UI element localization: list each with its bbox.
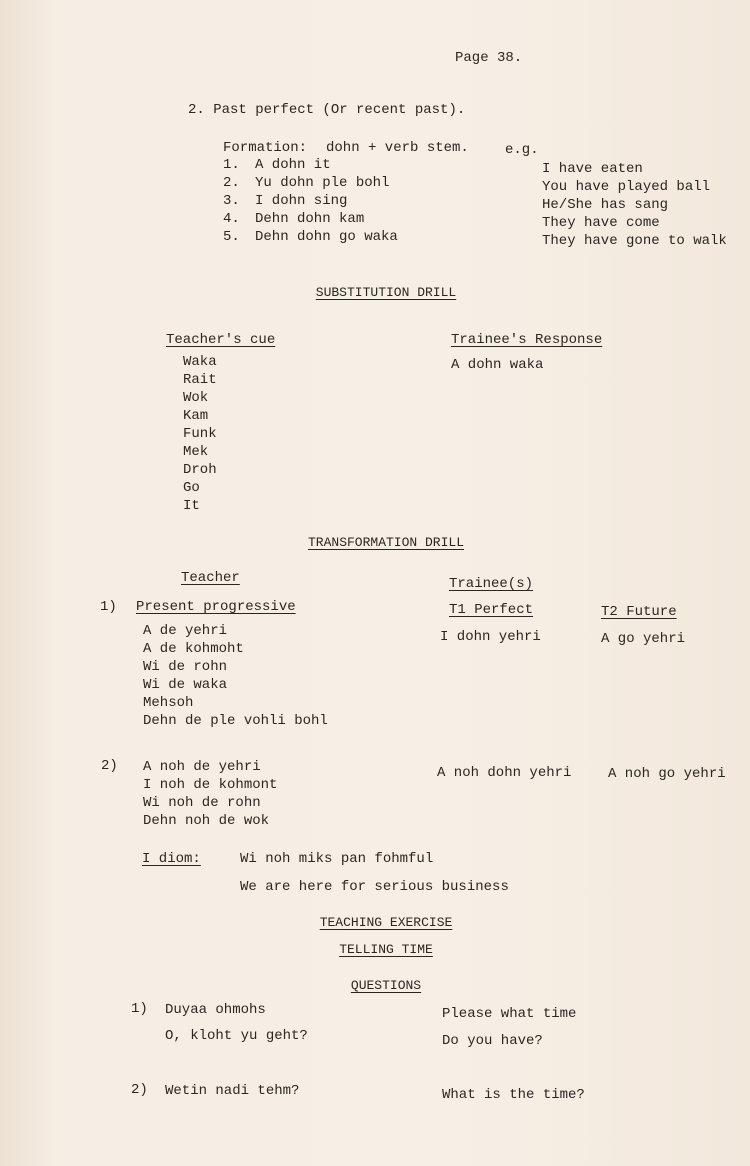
teacher-item: Dehn noh de wok [143, 813, 270, 829]
teaching-exercise-title: TEACHING EXERCISE [319, 915, 453, 930]
trainees-header: Trainee(s) [449, 576, 534, 592]
cue-item: Kam [183, 408, 209, 424]
teacher-item: Wi noh de rohn [143, 795, 261, 811]
teacher-item: Wi de rohn [143, 659, 228, 675]
group1-number: 1) [100, 599, 117, 615]
example-list-krio [223, 156, 398, 246]
q1-english-line2: Do you have? [442, 1033, 543, 1049]
example-translation: He/She has sang [542, 197, 669, 213]
q2-number: 2) [131, 1082, 148, 1098]
example-translation: You have played ball [542, 179, 711, 195]
group2-list [143, 758, 277, 830]
teacher-item: I noh de kohmont [143, 777, 278, 793]
example-item: 5. Dehn dohn go waka [223, 229, 398, 245]
q2-english: What is the time? [442, 1087, 585, 1103]
teacher-item: A de yehri [143, 623, 228, 639]
cue-item: Droh [183, 462, 217, 478]
group1-t2-answer: A go yehri [601, 631, 686, 647]
q1-krio-line1: Duyaa ohmohs [165, 1002, 266, 1018]
group1-list [143, 622, 328, 730]
q1-krio-line2: O, kloht yu geht? [165, 1028, 308, 1044]
substitution-response: A dohn waka [451, 357, 544, 373]
cue-item: Mek [183, 444, 209, 460]
t2-future-header: T2 Future [601, 604, 677, 620]
section-heading: 2. Past perfect (Or recent past). [188, 102, 466, 118]
cue-list [183, 353, 217, 515]
cue-item: Wok [183, 390, 209, 406]
example-list-english [542, 160, 727, 250]
group2-t1-answer: A noh dohn yehri [437, 765, 572, 781]
questions-label: QUESTIONS [350, 978, 422, 993]
cue-item: Funk [183, 426, 217, 442]
q1-english-line1: Please what time [442, 1006, 577, 1022]
example-translation: I have eaten [542, 161, 643, 177]
example-translation: They have come [542, 215, 660, 231]
telling-time-title: TELLING TIME [339, 942, 433, 957]
group2-t2-answer: A noh go yehri [608, 766, 726, 782]
formation-eg: e.g. [505, 142, 539, 158]
example-translation: They have gone to walk [542, 233, 727, 249]
teachers-cue-header: Teacher's cue [166, 332, 276, 348]
idiom-krio: Wi noh miks pan fohmful [240, 851, 434, 867]
cue-item: Go [183, 480, 200, 496]
t1-perfect-header: T1 Perfect [449, 602, 534, 618]
teacher-item: Wi de waka [143, 677, 228, 693]
idiom-english: We are here for serious business [240, 879, 509, 895]
teacher-item: A noh de yehri [143, 759, 261, 775]
cue-item: Rait [183, 372, 217, 388]
q2-krio: Wetin nadi tehm? [165, 1083, 300, 1099]
teacher-item: Mehsoh [143, 695, 194, 711]
formation-rule: dohn + verb stem. [326, 140, 469, 156]
present-progressive-label: Present progressive [136, 599, 296, 615]
example-item: 3. I dohn sing [223, 193, 348, 209]
q1-number: 1) [131, 1001, 148, 1017]
example-item: 4. Dehn dohn kam [223, 211, 365, 227]
group1-t1-answer: I dohn yehri [440, 629, 541, 645]
cue-item: Waka [183, 354, 217, 370]
group2-number: 2) [101, 758, 118, 774]
trainees-response-header: Trainee's Response [451, 332, 603, 348]
example-item: 2. Yu dohn ple bohl [223, 175, 390, 191]
page-number: Page 38. [455, 50, 523, 66]
teacher-item: A de kohmoht [143, 641, 244, 657]
teacher-header: Teacher [181, 570, 240, 586]
cue-item: It [183, 498, 200, 514]
formation-label: Formation: [223, 140, 308, 156]
substitution-drill-title: SUBSTITUTION DRILL [315, 285, 457, 300]
example-item: 1. A dohn it [223, 157, 331, 173]
idiom-label: I diom: [142, 851, 201, 867]
transformation-drill-title: TRANSFORMATION DRILL [307, 535, 465, 550]
teacher-item: Dehn de ple vohli bohl [143, 713, 328, 729]
